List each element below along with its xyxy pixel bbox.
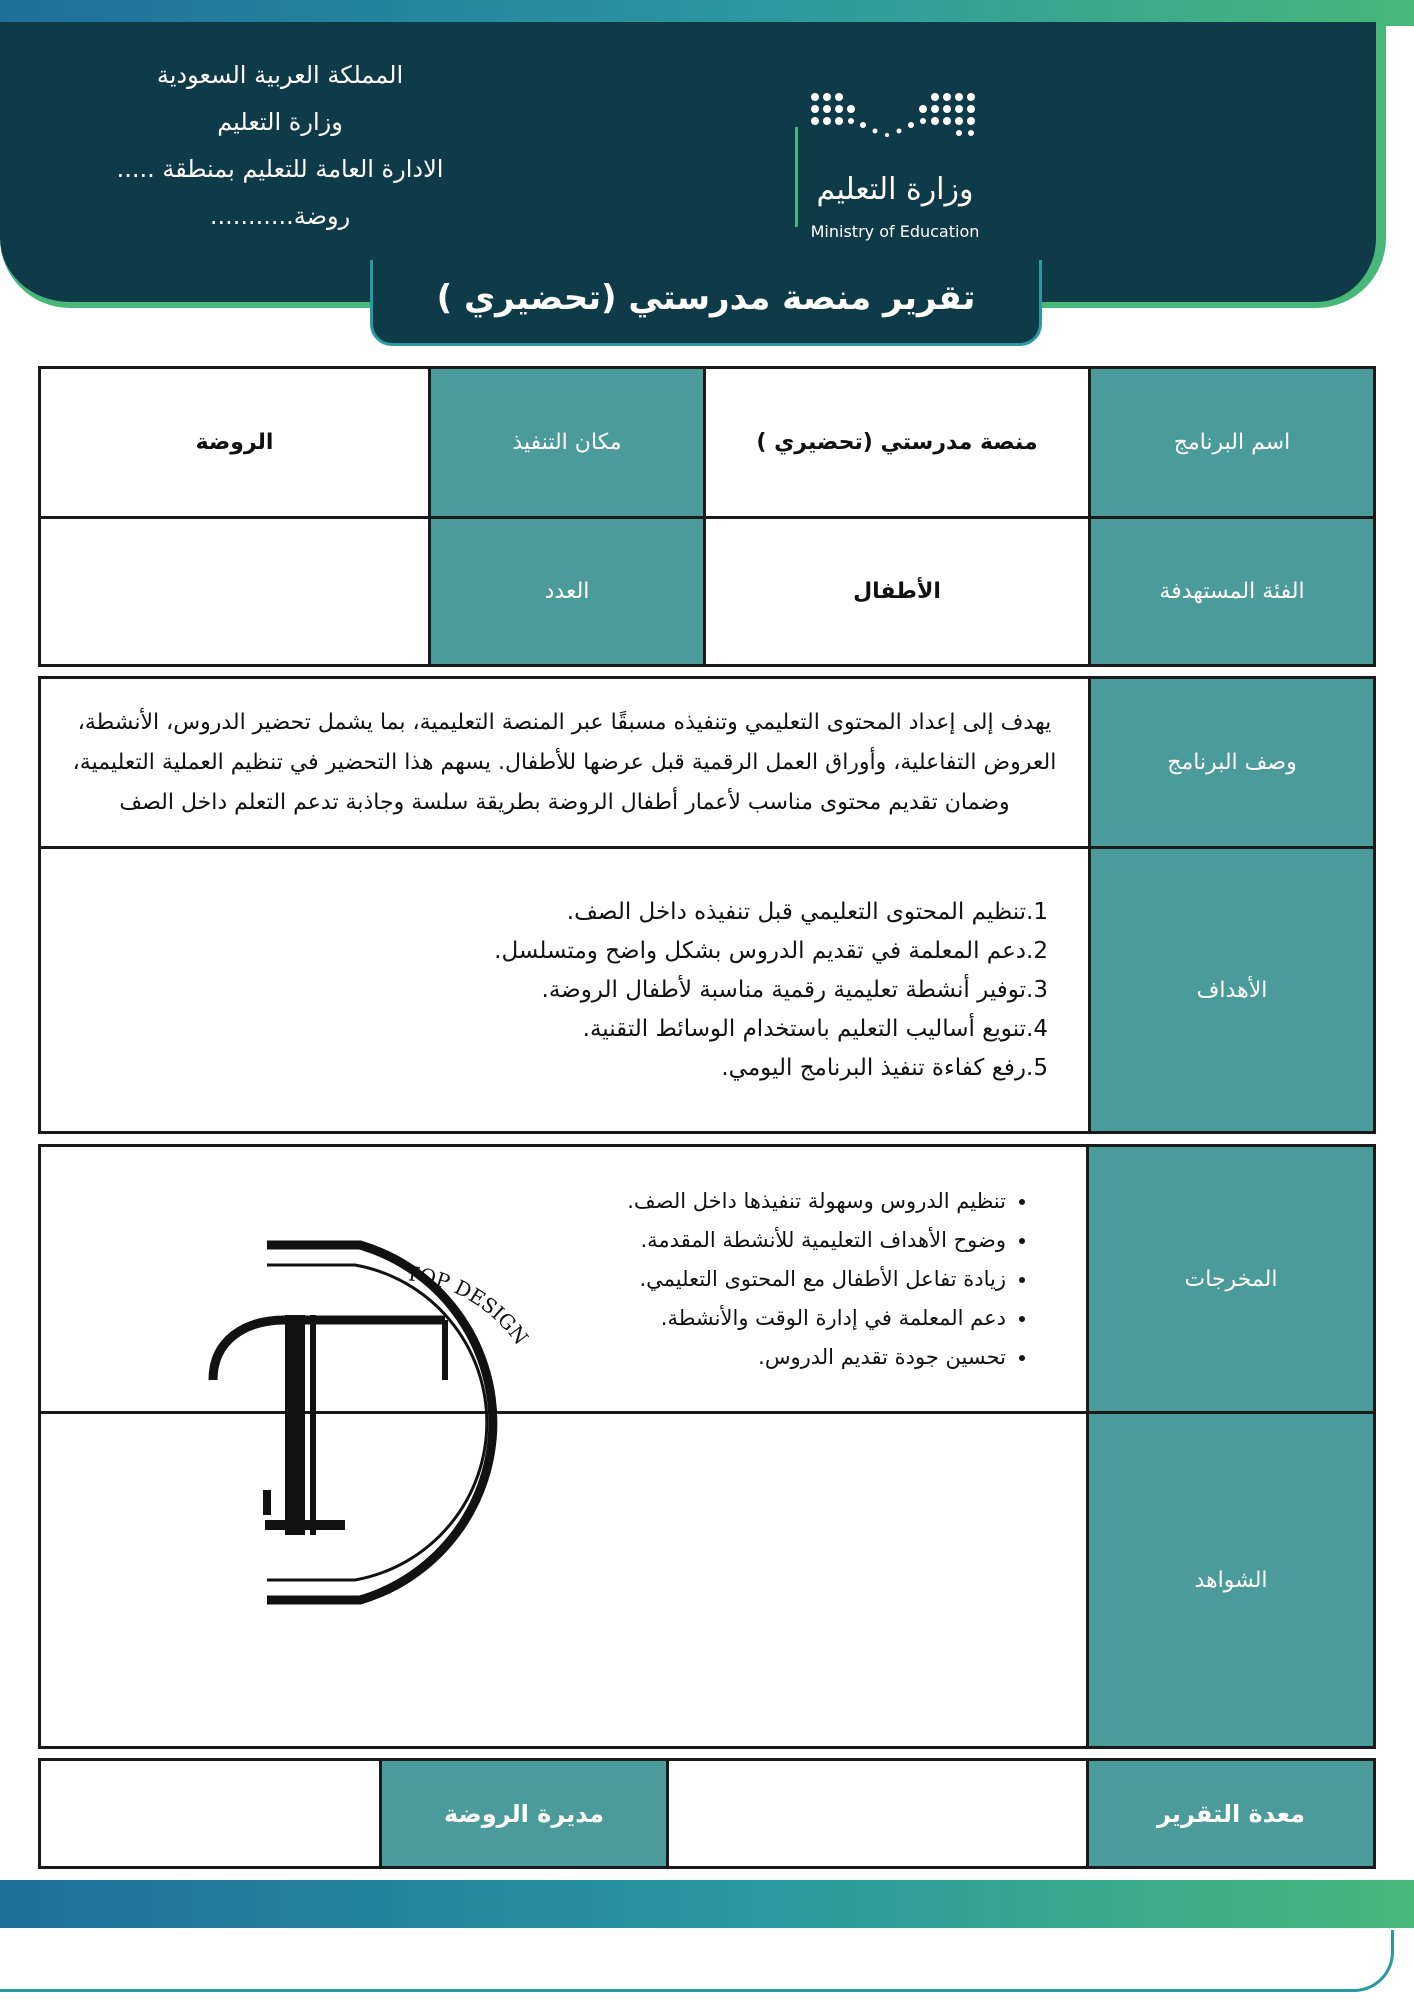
bottom-curve-line (0, 1930, 1394, 1992)
goal-item: 2.دعم المعلمة في تقديم الدروس بشكل واضح ومتسلسل. (494, 937, 1048, 964)
report-title: تقرير منصة مدرستي (تحضيري ) (370, 260, 1042, 346)
place-label: مكان التنفيذ (430, 368, 705, 518)
evidence-area (40, 1413, 1088, 1748)
count-label: العدد (430, 518, 705, 666)
header-line-directorate: الادارة العامة للتعليم بمنطقة ..... (116, 155, 444, 183)
logo-divider (795, 127, 798, 227)
goal-item: 4.تنويع أساليب التعليم باستخدام الوسائط التقنية. (582, 1015, 1048, 1042)
output-item: • زيادة تفاعل الأطفال مع المحتوى التعليمي. (61, 1260, 1006, 1299)
goal-item: 5.رفع كفاءة تنفيذ البرنامج اليومي. (721, 1054, 1048, 1081)
logo-dots-icon (805, 87, 985, 167)
watermark-text: TOP DESIGN (404, 1260, 534, 1350)
preparer-value (668, 1760, 1088, 1868)
output-item: • دعم المعلمة في إدارة الوقت والأنشطة. (61, 1299, 1006, 1338)
description-line: العروض التفاعلية، وأوراق العمل الرقمية قبل عرضها للأطفال. يسهم هذا التحضير في تنظيم العملية التعليمية، (72, 749, 1057, 775)
output-item: • تنظيم الدروس وسهولة تنفيذها داخل الصف. (61, 1182, 1006, 1221)
ministry-logo (805, 87, 1005, 262)
program-name-label: اسم البرنامج (1090, 368, 1375, 518)
logo-english-text: Ministry of Education (810, 222, 980, 241)
principal-value (40, 1760, 381, 1868)
count-value (40, 518, 430, 666)
header-line-ministry: وزارة التعليم (217, 108, 343, 136)
logo-arabic-text: وزارة التعليم (816, 172, 974, 207)
header-text-block (60, 52, 500, 240)
description-line: يهدف إلى إعداد المحتوى التعليمي وتنفيذه مسبقًا عبر المنصة التعليمية، بما يشمل تحضير الدروس، الأنشطة، (77, 709, 1052, 735)
description-goals-table (38, 676, 1376, 1134)
header-line-kindergarten: روضة........... (209, 202, 351, 230)
goal-item: 1.تنظيم المحتوى التعليمي قبل تنفيذه داخل الصف. (566, 898, 1048, 925)
target-value: الأطفال (705, 518, 1090, 666)
outputs-label: المخرجات (1088, 1146, 1375, 1413)
description-line: وضمان تقديم محتوى مناسب لأعمار أطفال الروضة بطريقة سلسة وجاذبة تدعم التعلم داخل الصف (119, 789, 1010, 815)
output-item: • وضوح الأهداف التعليمية للأنشطة المقدمة. (61, 1221, 1006, 1260)
goals-list (40, 848, 1090, 1133)
goal-item: 3.توفير أنشطة تعليمية رقمية مناسبة لأطفال الروضة. (541, 976, 1048, 1003)
description-label: وصف البرنامج (1090, 678, 1375, 848)
outputs-evidence-table (38, 1144, 1376, 1749)
signature-table (38, 1758, 1376, 1869)
bottom-gradient-strip (0, 1880, 1414, 1928)
description-text (40, 678, 1090, 848)
output-item: • تحسين جودة تقديم الدروس. (61, 1338, 1006, 1377)
program-info-table (38, 366, 1376, 667)
target-label: الفئة المستهدفة (1090, 518, 1375, 666)
header-line-country: المملكة العربية السعودية (156, 61, 404, 89)
outputs-list (40, 1146, 1088, 1413)
preparer-label: معدة التقرير (1088, 1760, 1375, 1868)
principal-label: مديرة الروضة (381, 1760, 668, 1868)
goals-label: الأهداف (1090, 848, 1375, 1133)
evidence-label: الشواهد (1088, 1413, 1375, 1748)
place-value: الروضة (40, 368, 430, 518)
program-name-value: منصة مدرستي (تحضيري ) (705, 368, 1090, 518)
